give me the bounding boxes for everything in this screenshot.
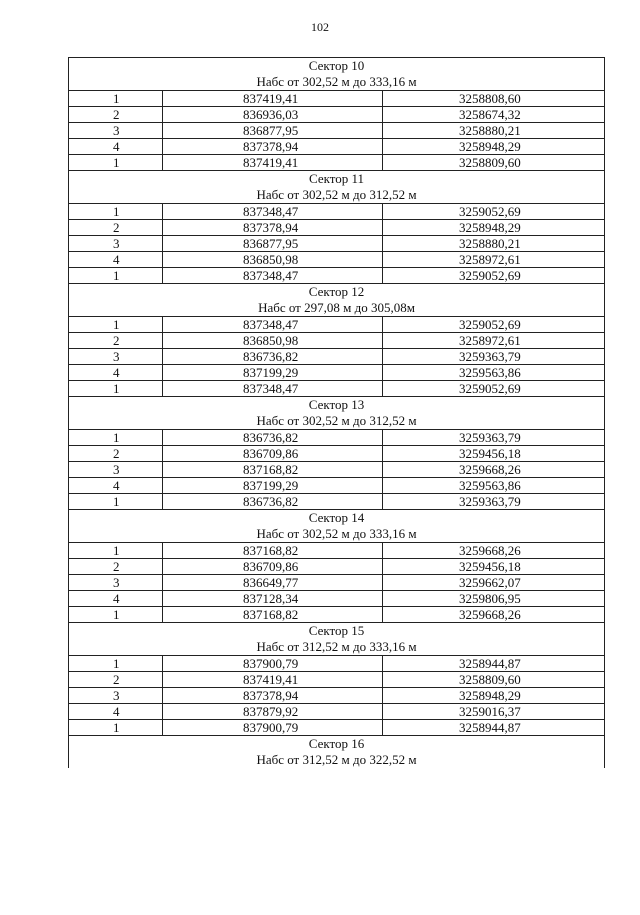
sector-header xyxy=(69,510,605,543)
point-number-cell: 4 xyxy=(69,478,163,494)
point-number-cell: 2 xyxy=(69,559,163,575)
table-row xyxy=(69,381,605,397)
table-row xyxy=(69,656,605,672)
x-coordinate-cell: 836649,77 xyxy=(163,575,383,591)
y-coordinate-cell: 3259456,18 xyxy=(383,446,605,462)
table-row xyxy=(69,236,605,252)
point-number-cell: 4 xyxy=(69,365,163,381)
point-number-cell: 1 xyxy=(69,204,163,220)
table-row xyxy=(69,494,605,510)
point-number-cell: 1 xyxy=(69,494,163,510)
x-coordinate-cell: 836736,82 xyxy=(163,430,383,446)
point-number-cell: 1 xyxy=(69,268,163,284)
x-coordinate-cell: 836877,95 xyxy=(163,123,383,139)
y-coordinate-cell: 3259563,86 xyxy=(383,478,605,494)
sector-title: Сектор 10 xyxy=(308,58,365,73)
x-coordinate-cell: 837128,34 xyxy=(163,591,383,607)
x-coordinate-cell: 836736,82 xyxy=(163,349,383,365)
point-number-cell: 1 xyxy=(69,607,163,623)
sector-title: Сектор 16 xyxy=(308,736,365,751)
table-row xyxy=(69,672,605,688)
y-coordinate-cell: 3259052,69 xyxy=(383,204,605,220)
x-coordinate-cell: 836877,95 xyxy=(163,236,383,252)
table-row xyxy=(69,365,605,381)
y-coordinate-cell: 3258948,29 xyxy=(383,220,605,236)
x-coordinate-cell: 836709,86 xyxy=(163,446,383,462)
coordinates-table xyxy=(68,57,605,768)
y-coordinate-cell: 3258948,29 xyxy=(383,139,605,155)
table-row xyxy=(69,220,605,236)
x-coordinate-cell: 837168,82 xyxy=(163,607,383,623)
y-coordinate-cell: 3258808,60 xyxy=(383,91,605,107)
sector-header-row xyxy=(69,510,605,543)
y-coordinate-cell: 3258944,87 xyxy=(383,720,605,736)
table-row xyxy=(69,204,605,220)
y-coordinate-cell: 3259016,37 xyxy=(383,704,605,720)
table-row xyxy=(69,91,605,107)
table-row xyxy=(69,430,605,446)
point-number-cell: 4 xyxy=(69,252,163,268)
x-coordinate-cell: 837419,41 xyxy=(163,155,383,171)
x-coordinate-cell: 837419,41 xyxy=(163,672,383,688)
table-row xyxy=(69,704,605,720)
sector-height-range: Набс от 312,52 м до 333,16 м xyxy=(256,639,417,654)
y-coordinate-cell: 3259052,69 xyxy=(383,268,605,284)
point-number-cell: 1 xyxy=(69,317,163,333)
table-row xyxy=(69,575,605,591)
y-coordinate-cell: 3258674,32 xyxy=(383,107,605,123)
y-coordinate-cell: 3258880,21 xyxy=(383,236,605,252)
table-row xyxy=(69,607,605,623)
sector-header-row xyxy=(69,397,605,430)
point-number-cell: 1 xyxy=(69,656,163,672)
x-coordinate-cell: 836736,82 xyxy=(163,494,383,510)
y-coordinate-cell: 3258948,29 xyxy=(383,688,605,704)
sector-height-range: Набс от 302,52 м до 312,52 м xyxy=(256,413,417,428)
sector-title: Сектор 13 xyxy=(308,397,365,412)
sector-header xyxy=(69,58,605,91)
x-coordinate-cell: 837168,82 xyxy=(163,462,383,478)
x-coordinate-cell: 837378,94 xyxy=(163,139,383,155)
sector-height-range: Набс от 302,52 м до 333,16 м xyxy=(256,526,417,541)
x-coordinate-cell: 837348,47 xyxy=(163,268,383,284)
x-coordinate-cell: 837900,79 xyxy=(163,656,383,672)
point-number-cell: 1 xyxy=(69,91,163,107)
y-coordinate-cell: 3259662,07 xyxy=(383,575,605,591)
table-row xyxy=(69,591,605,607)
x-coordinate-cell: 836709,86 xyxy=(163,559,383,575)
table-row xyxy=(69,333,605,349)
sector-header-row xyxy=(69,58,605,91)
point-number-cell: 3 xyxy=(69,575,163,591)
sector-header-row xyxy=(69,284,605,317)
table-row xyxy=(69,349,605,365)
sector-height-range: Набс от 302,52 м до 333,16 м xyxy=(256,74,417,89)
sector-height-range: Набс от 297,08 м до 305,08м xyxy=(258,300,415,315)
y-coordinate-cell: 3259456,18 xyxy=(383,559,605,575)
point-number-cell: 2 xyxy=(69,107,163,123)
table-row xyxy=(69,688,605,704)
sector-title: Сектор 12 xyxy=(308,284,365,299)
point-number-cell: 4 xyxy=(69,591,163,607)
point-number-cell: 3 xyxy=(69,236,163,252)
sector-header xyxy=(69,284,605,317)
y-coordinate-cell: 3258809,60 xyxy=(383,155,605,171)
y-coordinate-cell: 3258880,21 xyxy=(383,123,605,139)
coordinates-table-body xyxy=(69,58,605,769)
table-row xyxy=(69,559,605,575)
y-coordinate-cell: 3259668,26 xyxy=(383,607,605,623)
point-number-cell: 2 xyxy=(69,672,163,688)
sector-header-row xyxy=(69,623,605,656)
y-coordinate-cell: 3259668,26 xyxy=(383,462,605,478)
sector-title: Сектор 15 xyxy=(308,623,365,638)
table-row xyxy=(69,123,605,139)
table-row xyxy=(69,462,605,478)
y-coordinate-cell: 3259052,69 xyxy=(383,381,605,397)
x-coordinate-cell: 836850,98 xyxy=(163,252,383,268)
point-number-cell: 1 xyxy=(69,430,163,446)
sector-header xyxy=(69,736,605,769)
point-number-cell: 3 xyxy=(69,688,163,704)
sector-header xyxy=(69,171,605,204)
y-coordinate-cell: 3259363,79 xyxy=(383,494,605,510)
point-number-cell: 1 xyxy=(69,543,163,559)
x-coordinate-cell: 837378,94 xyxy=(163,220,383,236)
y-coordinate-cell: 3259668,26 xyxy=(383,543,605,559)
x-coordinate-cell: 837419,41 xyxy=(163,91,383,107)
point-number-cell: 3 xyxy=(69,123,163,139)
point-number-cell: 3 xyxy=(69,349,163,365)
table-row xyxy=(69,543,605,559)
sector-height-range: Набс от 302,52 м до 312,52 м xyxy=(256,187,417,202)
point-number-cell: 1 xyxy=(69,155,163,171)
y-coordinate-cell: 3258972,61 xyxy=(383,252,605,268)
x-coordinate-cell: 837199,29 xyxy=(163,365,383,381)
x-coordinate-cell: 836850,98 xyxy=(163,333,383,349)
point-number-cell: 2 xyxy=(69,446,163,462)
sector-height-range: Набс от 312,52 м до 322,52 м xyxy=(256,752,417,767)
point-number-cell: 1 xyxy=(69,381,163,397)
table-row xyxy=(69,139,605,155)
y-coordinate-cell: 3258944,87 xyxy=(383,656,605,672)
sector-header-row xyxy=(69,736,605,769)
table-row xyxy=(69,478,605,494)
table-row xyxy=(69,107,605,123)
y-coordinate-cell: 3258972,61 xyxy=(383,333,605,349)
x-coordinate-cell: 837879,92 xyxy=(163,704,383,720)
x-coordinate-cell: 837348,47 xyxy=(163,381,383,397)
table-row xyxy=(69,317,605,333)
sector-header-row xyxy=(69,171,605,204)
y-coordinate-cell: 3259806,95 xyxy=(383,591,605,607)
point-number-cell: 4 xyxy=(69,704,163,720)
x-coordinate-cell: 837900,79 xyxy=(163,720,383,736)
x-coordinate-cell: 837348,47 xyxy=(163,317,383,333)
y-coordinate-cell: 3258809,60 xyxy=(383,672,605,688)
page-number: 102 xyxy=(311,20,329,34)
table-row xyxy=(69,252,605,268)
point-number-cell: 4 xyxy=(69,139,163,155)
sector-title: Сектор 11 xyxy=(308,171,365,186)
sector-title: Сектор 14 xyxy=(308,510,365,525)
point-number-cell: 1 xyxy=(69,720,163,736)
sector-header xyxy=(69,623,605,656)
table-row xyxy=(69,720,605,736)
table-row xyxy=(69,268,605,284)
table-row xyxy=(69,446,605,462)
y-coordinate-cell: 3259052,69 xyxy=(383,317,605,333)
x-coordinate-cell: 837199,29 xyxy=(163,478,383,494)
point-number-cell: 2 xyxy=(69,333,163,349)
point-number-cell: 2 xyxy=(69,220,163,236)
x-coordinate-cell: 837168,82 xyxy=(163,543,383,559)
x-coordinate-cell: 836936,03 xyxy=(163,107,383,123)
table-row xyxy=(69,155,605,171)
x-coordinate-cell: 837348,47 xyxy=(163,204,383,220)
point-number-cell: 3 xyxy=(69,462,163,478)
y-coordinate-cell: 3259363,79 xyxy=(383,349,605,365)
y-coordinate-cell: 3259563,86 xyxy=(383,365,605,381)
x-coordinate-cell: 837378,94 xyxy=(163,688,383,704)
y-coordinate-cell: 3259363,79 xyxy=(383,430,605,446)
sector-header xyxy=(69,397,605,430)
